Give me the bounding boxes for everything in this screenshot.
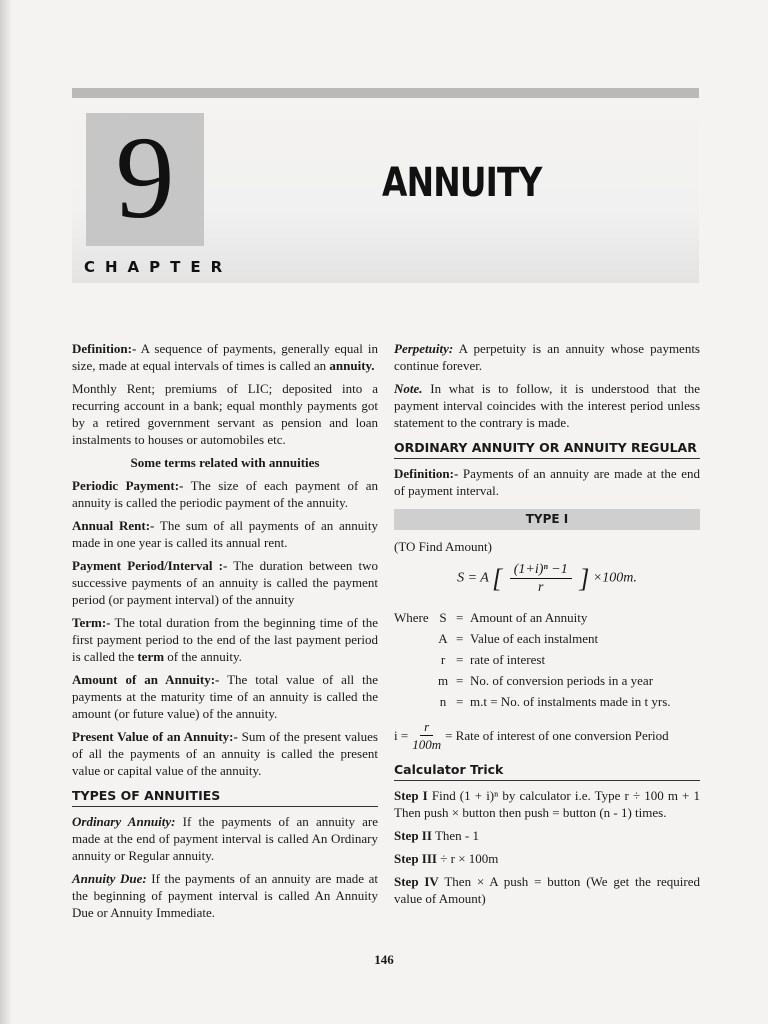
where-equals: = [456,694,464,709]
step-label: Step IV [394,874,439,889]
page-edge-shadow [0,0,12,1024]
note-term: Note. [394,381,423,396]
where-variable: n [439,694,447,709]
step-label: Step I [394,788,428,803]
ordinary-text: If the payments of an annuity are made at the end of payment interval is called An Ordinary annuity or Regular annuity. [72,814,379,863]
periodic-term: Periodic Payment:- [72,478,184,493]
periodic-payment-paragraph [72,477,378,511]
formula-tail: ×100m. [592,570,637,586]
ordinary-annuity-paragraph [72,813,378,864]
left-column [72,340,378,927]
def-term: Definition:- [394,466,459,481]
periodic-text: The size of each payment of an annuity is called the periodic payment of the annuity. [72,478,378,510]
term-term: Term:- [72,615,111,630]
where-description: m.t = No. of instalments made in t yrs. [470,694,671,709]
ordinary-term: Ordinary Annuity: [72,814,176,829]
page-number: 146 [374,952,394,967]
amount-paragraph [72,671,378,722]
step-label: Step II [394,828,432,843]
perpetuity-text: A perpetuity is an annuity whose payments continue forever. [394,341,700,373]
term-text-a: The total duration from the beginning time of the first payment period to the end of the last payment period is called the [72,615,378,664]
period-term: Payment Period/Interval :- [72,558,228,573]
step-text: Then - 1 [431,828,479,843]
terms-heading: Some terms related with annuities [130,455,320,470]
present-term: Present Value of an Annuity:- [72,729,238,744]
ordinary-definition-paragraph [394,465,700,499]
where-variable: m [437,673,449,688]
examples-paragraph: Monthly Rent; premiums of LIC; deposited into a recurring account in a bank; equal monthly payments got by a retired government servant as pension and loan instalments to houses or automobiles etc. [72,381,378,447]
present-text: Sum of the present values of all the payments of an annuity is called the present value or capital value of the annuity. [72,729,378,778]
where-label [394,693,430,710]
note-text: In what is to follow, it is understood that the payment interval coincides with the interest period unless statement to the contrary is made. [394,381,700,430]
def-text: Payments of an annuity are made at the end of payment interval. [394,466,700,498]
conversion-rate-formula [394,718,700,753]
where-label [394,651,430,668]
where-description: rate of interest [470,652,546,667]
step-text: Find (1 + i)ⁿ by calculator i.e. Type r ÷ 100 m + 1 Then push × button then push = button (n - 1) times. [394,788,700,820]
where-row [394,630,700,647]
perpetuity-paragraph [394,340,700,374]
where-variable: r [440,652,446,667]
i-lhs: i = [394,728,409,743]
where-equals: = [456,652,464,667]
amount-text: The total value of all the payments at the maturity time of an annuity is called the amount (or future value) of the annuity. [72,672,378,721]
calculator-step [394,850,700,867]
calculator-step [394,787,700,821]
where-row [394,672,700,689]
calculator-step [394,827,700,844]
where-label: Where [394,610,429,625]
calculator-step [394,873,700,907]
steps-list [394,787,700,907]
formula-bracket-open: [ [492,564,503,593]
where-label [394,630,430,647]
where-variable: S [439,610,447,625]
amount-formula [394,561,700,601]
formula-bracket-close: ] [579,564,590,593]
where-description: Amount of an Annuity [470,610,588,625]
calculator-trick-heading: Calculator Trick [394,761,700,781]
i-description: = Rate of interest of one conversion Period [445,728,669,743]
present-value-paragraph [72,728,378,779]
where-row [394,693,700,710]
right-column [394,340,700,913]
annuity-due-paragraph [72,870,378,921]
where-row [394,651,700,668]
term-text-bold: term [137,649,165,664]
perpetuity-term: Perpetuity: [394,341,454,356]
step-label: Step III [394,851,437,866]
definition-bold: annuity. [329,358,375,373]
types-heading: TYPES OF ANNUITIES [72,787,378,807]
formula-numerator: (1+i)ⁿ −1 [510,561,572,579]
payment-period-paragraph [72,557,378,608]
annual-term: Annual Rent:- [72,518,155,533]
where-list [394,609,700,710]
where-equals: = [456,631,464,646]
where-description: Value of each instalment [470,631,599,646]
formula-lhs: S = A [457,570,489,586]
definition-paragraph [72,340,378,374]
where-label [394,672,430,689]
i-numerator: r [420,718,433,736]
definition-term: Definition:- [72,341,137,356]
step-text: Then × A push = button (We get the required value of Amount) [394,874,701,906]
note-paragraph [394,380,700,431]
annual-rent-paragraph [72,517,378,551]
header-rule [72,88,699,98]
due-text: If the payments of an annuity are made at the beginning of payment interval is called An Annuity Due or Annuity Immediate. [72,871,379,920]
period-text: The duration between two successive payments of an annuity is called the payment period (or payment interval) of the annuity [72,558,379,607]
i-fraction [412,718,441,753]
ordinary-annuity-heading: ORDINARY ANNUITY OR ANNUITY REGULAR [394,439,700,459]
amount-term: Amount of an Annuity:- [72,672,220,687]
to-find-amount: (TO Find Amount) [394,539,492,554]
where-row [394,609,700,626]
chapter-label: CHAPTER [84,258,233,276]
annual-text: The sum of all payments of an annuity made in one year is called its annual rent. [72,518,378,550]
formula-fraction [510,561,572,596]
i-denominator: 100m [412,737,442,752]
definition-text: A sequence of payments, generally equal in size, made at equal intervals of times is called an [72,341,378,373]
due-term: Annuity Due: [72,871,147,886]
chapter-number: 9 [115,112,175,243]
step-text: ÷ r × 100m [437,851,499,866]
where-description: No. of conversion periods in a year [470,673,654,688]
term-paragraph [72,614,378,665]
where-equals: = [456,673,464,688]
type-one-bar: TYPE I [394,509,700,530]
where-variable: A [438,631,448,646]
term-text-b: of the annuity. [164,649,242,664]
formula-denominator: r [537,580,544,595]
where-equals: = [456,610,464,625]
chapter-title: ANNUITY [382,160,542,206]
